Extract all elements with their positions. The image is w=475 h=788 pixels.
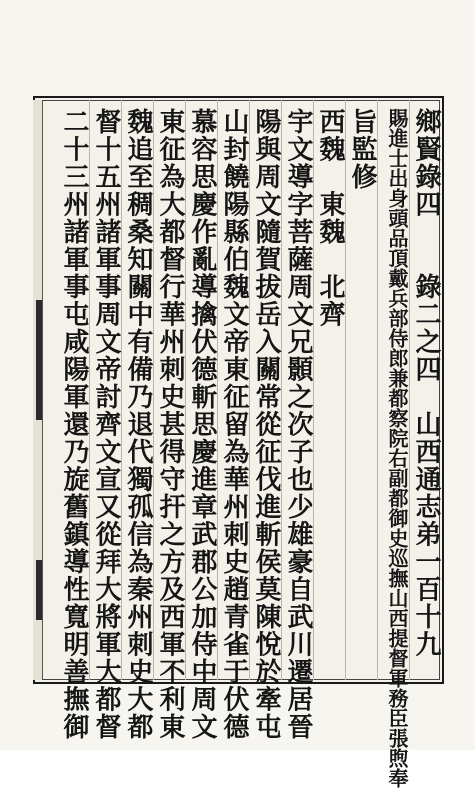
column-rule: [377, 100, 378, 680]
text-column: 魏追至稠桑知關中有備乃退代獨孤信為秦州刺史大都: [123, 108, 153, 741]
compiler-credit-column: 賜進士出身頭品頂戴兵部侍郎兼都察院右副都御史巡撫山西提督軍務臣張煦奉: [385, 108, 409, 788]
text-column: 東征為大都督行華州刺史甚得守扞之方及西軍不利東: [155, 108, 185, 741]
text-column: 陽與周文隨賀拔岳入關常從征伐進斬侯莫陳悅於牽屯: [251, 108, 281, 741]
margin-ink-mark: [36, 560, 42, 620]
imperial-edict-column: 旨監修: [347, 108, 377, 191]
text-column: 宇文導字菩薩周文兄顥之次子也少雄豪自武川遷居晉: [283, 108, 313, 741]
text-column: 山封饒陽縣伯魏文帝東征留為華州刺史趙青雀于伏德: [219, 108, 249, 741]
text-column: 慕容思慶作亂導擒伏德斬思慶進章武郡公加侍中周文: [187, 108, 217, 741]
header-column: 鄉賢錄四 錄二之四 山西通志弟一百十九: [411, 108, 441, 658]
margin-ink-mark: [36, 300, 42, 420]
text-column: 二十三州諸軍事屯咸陽軍還乃旋舊鎮導性寬明善撫御: [59, 108, 89, 741]
text-column: 督十五州諸軍事周文帝討齊文宣又從拜大將軍大都督: [91, 108, 121, 741]
section-heading-column: 西魏 東魏 北齊: [315, 108, 345, 328]
